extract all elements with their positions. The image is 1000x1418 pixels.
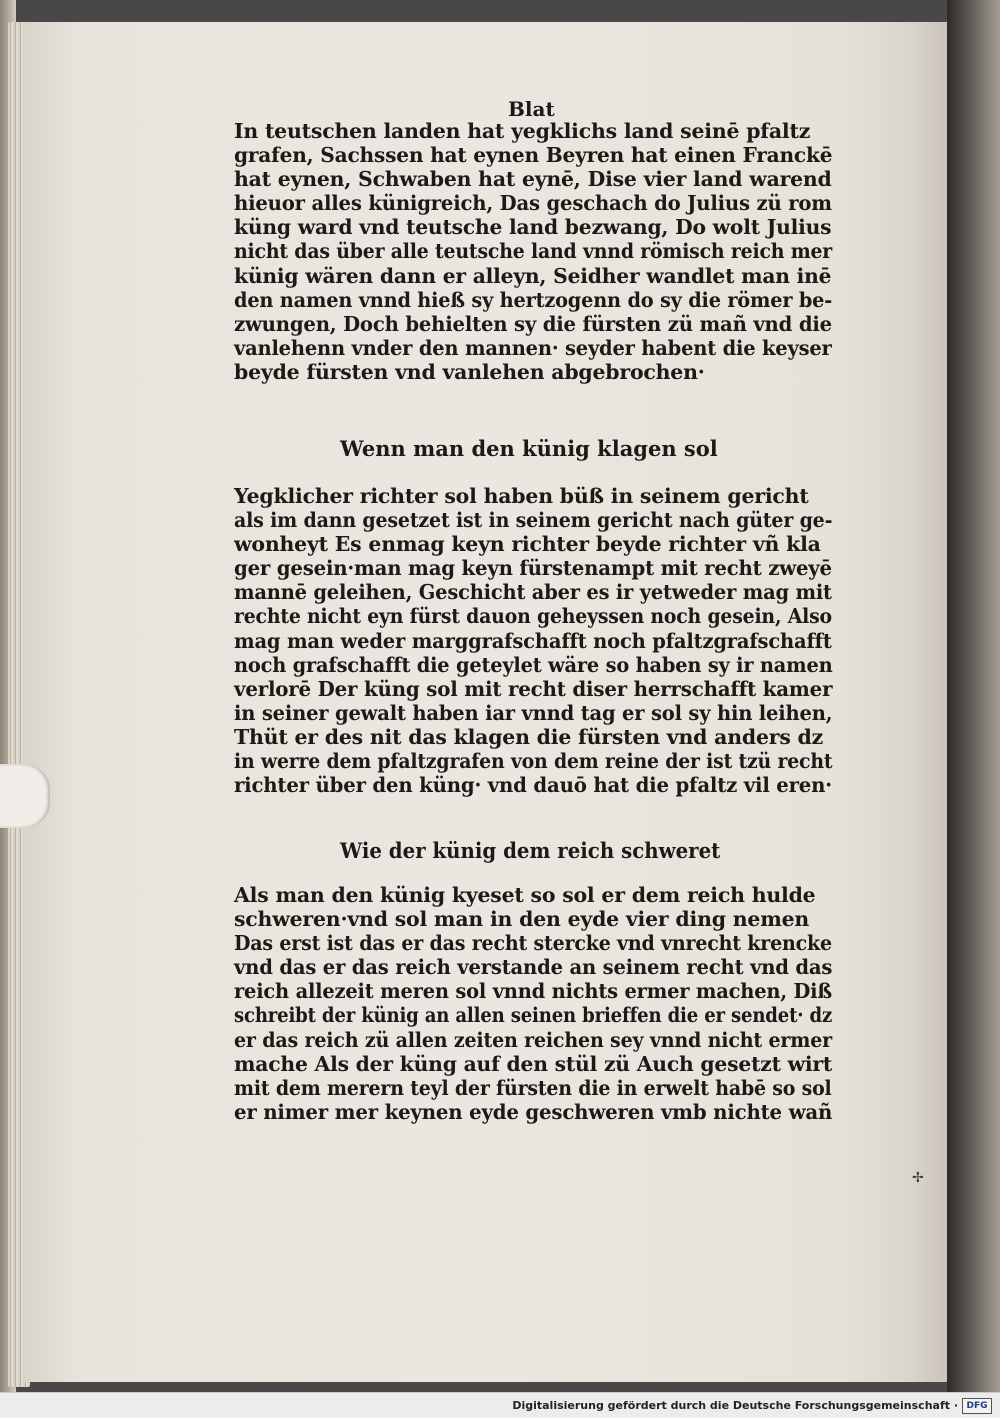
text-line: in werre dem pfaltzgrafen von dem reine der ist tzü recht (234, 749, 833, 774)
text-line: wonheyt Es enmag keyn richter beyde richter vñ kla (234, 532, 821, 557)
text-line: In teutschen landen hat yegklichs land seinē pfaltz (234, 119, 811, 143)
text-line: beyde fürsten vnd vanlehen abgebrochen· (234, 359, 705, 384)
text-line: ger gesein·man mag keyn fürstenampt mit recht zweyē (234, 556, 832, 581)
flourish-icon: ✢ (912, 1170, 924, 1186)
dfg-logo-icon: DFG (962, 1398, 992, 1414)
text-line: verlorē Der küng sol mit recht diser herrschafft kamer (234, 676, 833, 701)
text-line: vnd das er das reich verstande an seinem recht vnd das (234, 955, 833, 980)
text-line: zwungen, Doch behielten sy die fürsten zü mañ vnd die (234, 311, 832, 336)
footer-bar (0, 1392, 1000, 1418)
text-line: hieuor alles künigreich, Das geschach do Julius zü rom (234, 191, 832, 216)
text-block-2 (234, 484, 834, 797)
text-line: mag man weder marggrafschafft noch pfaltzgrafschafft (234, 628, 832, 653)
text-line: Yegklicher richter sol haben büß in seinem gericht (234, 484, 809, 508)
text-line: mache Als der küng auf den stül zü Auch gesetzt wirt (234, 1051, 833, 1076)
text-line: küng ward vnd teutsche land bezwang, Do wolt Julius (234, 215, 832, 240)
section-heading: Wenn man den künig klagen sol (340, 436, 718, 461)
text-line: reich allezeit meren sol vnnd nichts ermer machen, Diß (234, 979, 832, 1004)
text-block-3 (234, 883, 834, 1124)
section-heading: Wie der künig dem reich schweret (340, 838, 721, 863)
text-line: schweren·vnd sol man in den eyde vier ding nemen (234, 907, 810, 932)
text-line: mannē geleihen, Geschicht aber es ir yetweder mag mit (234, 580, 832, 605)
text-line: den namen vnnd hieß sy hertzogenn do sy die römer be- (234, 287, 833, 312)
text-line: er nimer mer keynen eyde geschweren vmb nichte wañ (234, 1099, 833, 1124)
text-line: schreibt der künig an allen seinen brieffen die er sendet· dz (234, 1003, 833, 1028)
text-line: Als man den künig kyeset so sol er dem reich hulde (234, 883, 816, 907)
text-line: als im dann gesetzet ist in seinem gericht nach güter ge- (234, 508, 833, 533)
text-line: nicht das über alle teutsche land vnnd römisch reich mer (234, 239, 833, 264)
bookmark-tab (0, 764, 50, 828)
text-line: hat eynen, Schwaben hat eynē, Dise vier land warend (234, 167, 832, 192)
text-line: Thüt er des nit das klagen die fürsten vnd anders dz (234, 724, 824, 749)
text-line: noch grafschafft die geteylet wäre so haben sy ir namen (234, 652, 833, 677)
text-line: künig wären dann er alleyn, Seidher wandlet man inē (234, 263, 832, 288)
text-line: richter über den küng· vnd dauō hat die pfaltz vil eren· (234, 773, 832, 798)
text-line: in seiner gewalt haben iar vnnd tag er sol sy hin leihen, (234, 700, 833, 725)
text-line: Das erst ist das er das recht stercke vnd vnrecht krencke (234, 931, 832, 956)
footer-credit: Digitalisierung gefördert durch die Deutsche Forschungsgemeinschaft · (512, 1399, 958, 1412)
right-cover-edge (947, 0, 1000, 1392)
text-line: vanlehenn vnder den mannen· seyder habent die keyser (234, 335, 832, 360)
text-line: er das reich zü allen zeiten reichen sey vnnd nicht ermer (234, 1027, 832, 1052)
text-block-1 (234, 119, 834, 384)
text-line: grafen, Sachssen hat eynen Beyren hat einen Franckē (234, 143, 833, 168)
folio-header: Blat (508, 97, 555, 121)
text-line: mit dem merern teyl der fürsten die in erwelt habē so sol (234, 1075, 832, 1100)
text-line: rechte nicht eyn fürst dauon geheyssen noch gesein, Also (234, 604, 832, 629)
